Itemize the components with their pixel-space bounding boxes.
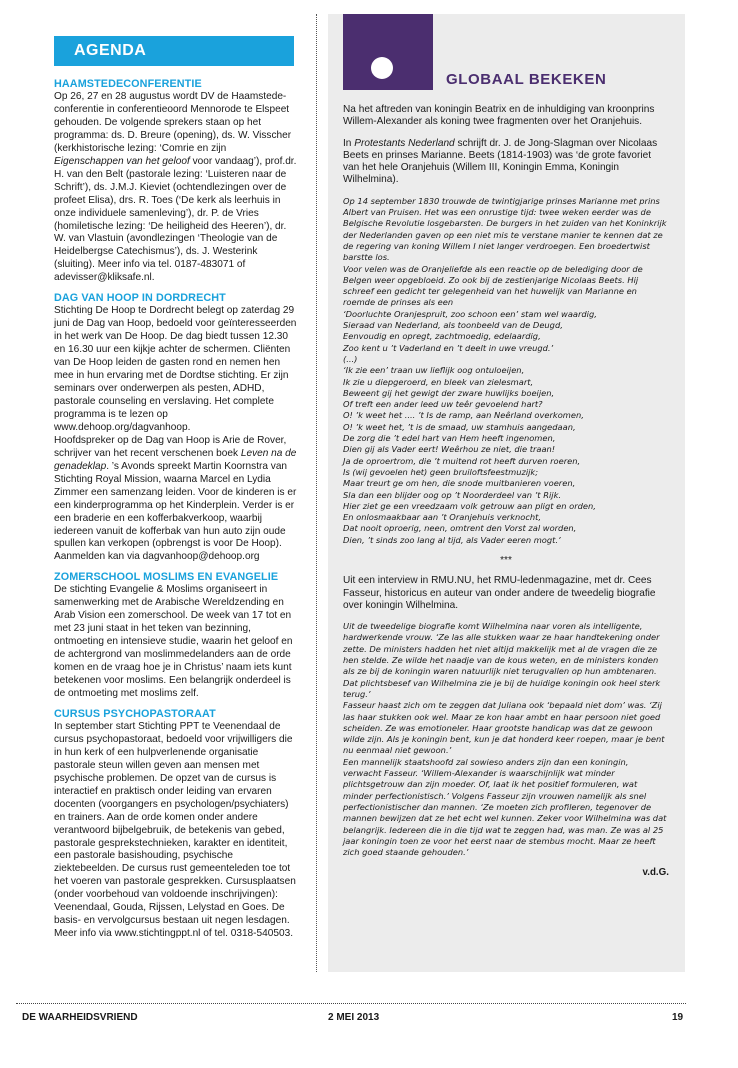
agenda-header: AGENDA	[54, 36, 294, 66]
globaal-title: GLOBAAL BEKEKEN	[446, 71, 607, 88]
agenda-item-body: Stichting De Hoop te Dordrecht belegt op zaterdag 29 juni de Dag van Hoop, bedoeld voor geïnteresseerden in het werk van De Hoop. De dag biedt tussen 12.30 en 16.30 uur een kijkje achter de schermen. Cliënten van De Hoop leiden de gasten rond en nemen hen mee in hun ervaring met de Dordtse stichting. Er zijn seminars over onderwerpen als pesten, ADHD, pastorale counseling en verslaving. Het complete programma is te lezen op www.dehoop.org/dagvanhoop.	[54, 305, 297, 433]
footer-publication: DE WAARHEIDSVRIEND	[22, 1012, 138, 1023]
globaal-intro: Na het aftreden van koningin Beatrix en de inhuldiging van kroonprins Willem-Alexander als koning twee fragmenten over het Oranjehuis.	[343, 104, 655, 128]
agenda-column	[54, 78, 298, 948]
globaal-para-fasseur: Uit een interview in RMU.NU, het RMU-ledenmagazine, met dr. Cees Fasseur, historicus en auteur van onder andere de tweedelig biografie over koningin Wilhelmina.	[343, 575, 656, 611]
agenda-item-title: DAG VAN HOOP IN DORDRECHT	[54, 292, 226, 305]
agenda-item-body: De stichting Evangelie & Moslims organiseert in samenwerking met de Arabische Wereldzending en Arab Vision een zomerschool. De week van 17 tot en met 23 juni staat in het teken van bezinning, ontmoeting en intensieve studie, waarin het geloof en de achtergrond van moslimmedelanders aan de orde komen en de vraag hoe je in Christus’ naam iets kunt betekenen voor moslims. Een belangrijk onderdeel is de ontmoeting met moslims zelf.	[54, 584, 293, 699]
agenda-item-haamstede	[54, 78, 298, 285]
column-divider	[316, 14, 317, 972]
quote-beets: Op 14 september 1830 trouwde de twintigjarige prinses Marianne met prins Albert van Pruisen. Het was een onrustige tijd: twee weken eerder was de Belgische Revolutie losgebarsten. De burgers in het zuiden van het Koninkrijk der Nederlanden gaven op een niet mis te verstane manier te kennen dat ze de regering van koning Willem I niet langer verdroegen. Een broedertwist barstte los. Voor velen was de Oranjeliefde als een reactie op de belediging door de Belgen weer opgebloeid. Zo ook bij de zestienjarige Nicolaas Beets. Hij schreef een gedicht ter gelegenheid van het huwelijk van Marianne en roemde de prinses als een ‘Doorluchte Oranjespruit, zoo schoon een’ stam wel waardig, Sieraad van Nederland, als toonbeeld van de Deugd, Eenvoudig en opregt, zachtmoedig, edelaardig, Zoo kent u ’t Vaderland en ’t deelt in uwe vreugd.’ (...) ‘Ik zie een’ traan uw lieflijk oog ontuloeijen, Ik zie u diepgeroerd, en bleek van zielesmart, Beweent gij het gewigt der zware huwlijks boeijen, Of treft een ander leed uw teêr gevoelend hart? O! ’k weet het .... ’t Is de ramp, aan Neêrland overkomen, O! ’k weet het, ’t is de smaad, uw stamhuis aangedaan, De zorg die ’t edel hart van Hem heeft ingenomen, Dien gij als Vader eert! Weêrhou ze niet, die traan! Ja de oproertrom, die ’t muitend rot heeft durven roeren, Is (wij gevoelen het) geen bruiloftsfeestmuzijk; Maar treurt ge om hen, die snode muitbanieren voeren, Sla dan een blijder oog op ’t Noorderdeel van ’t Rijk. Hier ziet ge een vreedzaam volk getrouw aan pligt en orden, En onlosmaakbaar aan ’t Oranjehuis verknocht, Dat nooit oproerig, neen, omtrent den Vorst zal worden, Dien, ’t sinds zoo lang al tijd, als Vader eeren mogt.’	[343, 195, 667, 545]
footer-page-number: 19	[672, 1012, 684, 1023]
circle-icon	[371, 57, 393, 79]
section-logo-block	[343, 14, 433, 90]
section-separator: ***	[500, 554, 512, 566]
author-signature: v.d.G.	[642, 867, 669, 879]
agenda-item-title: ZOMERSCHOOL MOSLIMS EN EVANGELIE	[54, 571, 279, 584]
agenda-item-body: In september start Stichting PPT te Veenendaal de cursus psychopastoraat, bedoeld voor vrijwilligers die in hun kerk of een hulpverlenende organisatie pastorale steun willen geven aan mensen met psychische problemen. De opzet van de cursus is interactief en praktisch onder leiding van ervaren docenten (voorgangers en psychologen/psychiaters) en trainers. Aan de orde komen onder andere verantwoord bijbelgebruik, de betekenis van gebed, pastorale gesprekstechnieken, karakter en identiteit, een pastorale basishouding, psychische ziektebeelden. De cursus rust gemeenteleden toe tot het voeren van pastorale gesprekken. Cursusplaatsen (onder voorbehoud van voldoende inschrijvingen): Veenendaal, Gouda, Rijssen, Lelystad en Goes. De basis- en vervolgcursus bestaan uit negen lesdagen. Meer info via www.stichtingppt.nl of tel. 0318-540503.	[54, 720, 296, 940]
quote-fasseur: Uit de tweedelige biografie komt Wilhelmina naar voren als intelligente, hardwerkende vrouw. ‘Ze las alle stukken waar ze haar handtekening onder zette. De ministers hadden het niet altijd makkelijk met al de vragen die ze hen stelde. Ze wilde het naadje van de kous weten, en de ministers konden als ze bij de koningin waren natuurlijk niet terugvallen op hun ambtenaren. Dat plichtsbesef van Wilhelmina zie je bij de huidige koningin ook heel sterk terug.’ Fasseur haast zich om te zeggen dat Juliana ook ‘bepaald niet dom’ was. ‘Zij las haar stukken ook wel. Maar ze kon haar ambt en haar persoon niet goed scheiden. Ze was emotioneler. Haar grootste handicap was dat ze gewoon wilde zijn. Als je koningin bent, kun je dat honderd keer roepen, maar je bent nu eenmaal niet gewoon.’ Een mannelijk staatshoofd zal sowieso anders zijn dan een koningin, verwacht Fasseur. ‘Willem-Alexander is waarschijnlijk wat minder plichtsgetrouw dan zijn moeder. Of, laat ik het positief formuleren, wat minder perfectionistisch.’ Volgens Fasseur zijn vrouwen namelijk als snel perfectionistischer dan mannen. ‘Ze moeten zich profileren, tegenover de mannen bewijzen dat ze het echt wel kunnen. Zeker voor Wilhelmina was dat belangrijk. Iedereen die in die tijd wat te zeggen had, was man. Ze was al 25 jaar koningin toen ze voor het eerst naar de stembus mocht. Maar ze heeft zich goed staande gehouden.’	[343, 621, 667, 858]
agenda-item-zomerschool	[54, 571, 298, 701]
agenda-item-dag-van-hoop	[54, 292, 298, 564]
globaal-article	[343, 104, 669, 880]
agenda-item-psychopastoraat	[54, 708, 298, 941]
agenda-item-body: Op 26, 27 en 28 augustus wordt DV de Haamstede-conferentie in conferentieoord Mennorode te Elspeet gehouden. De volgende sprekers staan op het programma: ds. D. Breure (opening), ds. W. Visscher (kerkhistorische lezing: ‘Comrie en zijn Eigenschappen van het geloof voor vandaag’), prof.dr. H. van den Belt (pastorale lezing: ‘Luisteren naar de Schrift’), ds. J.M.J. Kieviet (ochtendlezingen over de profeet Elisa), drs. R. Toes (‘De kerk als leerhuis in onze individuele samenleving’), dr. P. de Vries (homiletische lezing: ‘De heiligheid des Heeren’), dr. W. van Vlastuin (avondlezingen ‘Theologie van de Heidelbergse Catechismus’), ds. J. Westerink (sluiting). Meer info via tel. 0187-483071 of adevisser@kliksafe.nl.	[54, 91, 297, 284]
globaal-para-beets: In Protestants Nederland schrijft dr. J. de Jong-Slagman over Nicolaas Beets en prinses Marianne. Beets (1814-1903) was ‘de grote favoriet van het hele Oranjehuis (Willem III, Koningin Emma, Koningin Wilhelmina).	[343, 137, 658, 186]
footer-date: 2 MEI 2013	[328, 1012, 380, 1023]
agenda-item-title: HAAMSTEDECONFERENTIE	[54, 78, 202, 90]
agenda-item-title: CURSUS PSYCHOPASTORAAT	[54, 707, 216, 720]
agenda-item-body-2: Hoofdspreker op de Dag van Hoop is Arie de Rover, schrijver van het recent verschenen boek Leven na de genadeklap. ’s Avonds spreekt Martin Koornstra van Stichting Royal Mission, waarna Marcel en Lydia Zimmer een samenzang leiden. Voor de kinderen is er een kinderprogramma op het Kinderplein. Verder is er een braderie en een kofferbakverkoop, waarbij iedereen vanuit de kofferbak van hun auto zijn oude spullen kan verkopen (opbrengst is voor De Hoop). Aanmelden kan via dagvanhoop@dehoop.org	[54, 434, 297, 563]
footer-rule	[16, 1003, 686, 1004]
